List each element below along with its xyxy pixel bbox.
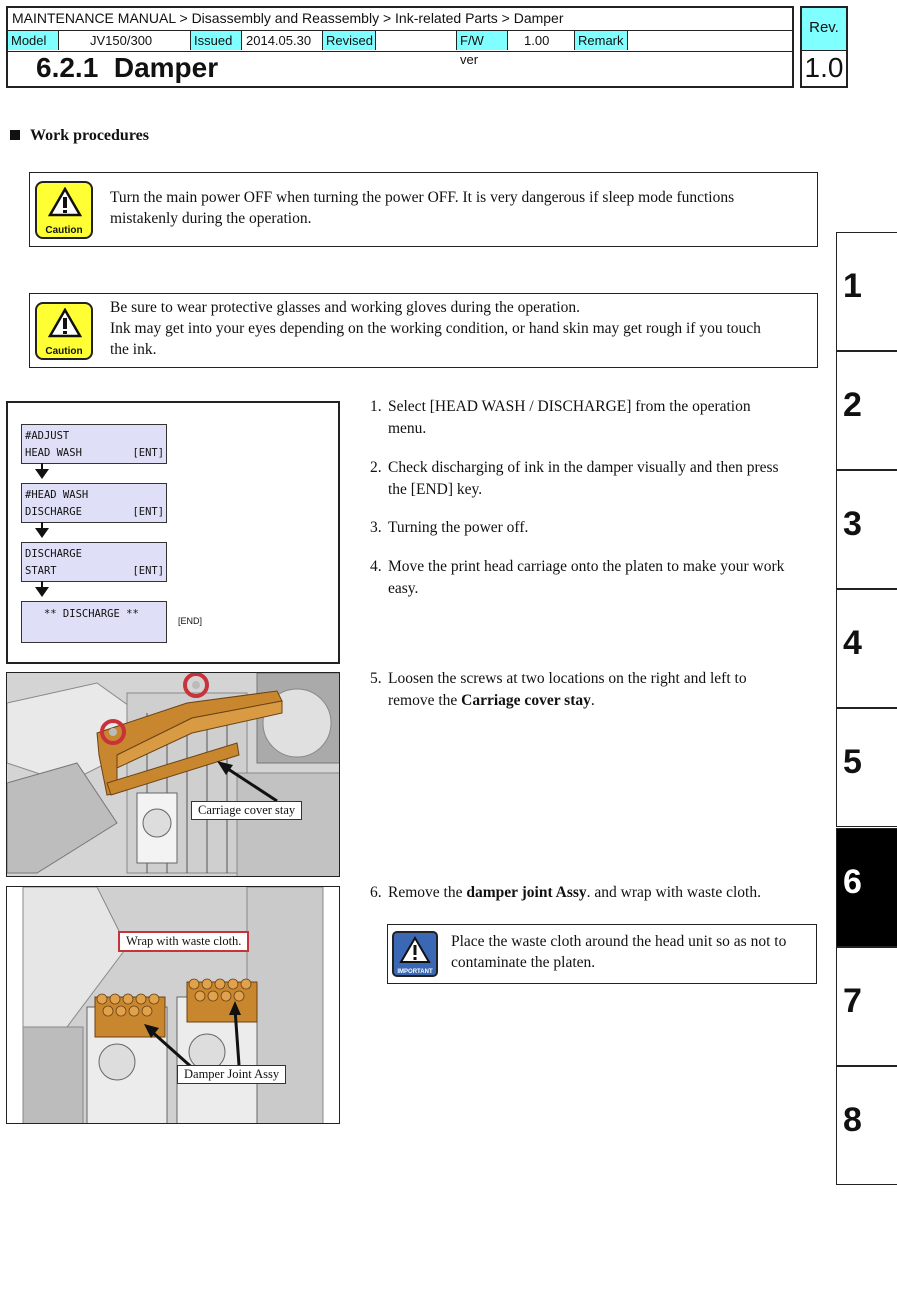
meta-row — [8, 30, 792, 67]
caution-line: the ink. — [110, 341, 157, 358]
caution-text-2 — [110, 297, 815, 360]
model-value: JV150/300 — [90, 33, 153, 48]
chapter-tab-label: 2 — [843, 386, 862, 424]
important-note-box — [387, 924, 817, 984]
fw-value: 1.00 — [524, 33, 550, 48]
lcd-screen-1 — [21, 424, 167, 464]
caution-icon-label: Caution — [45, 225, 83, 236]
lcd-line: START [ENT] — [25, 565, 165, 577]
step-number: 6. — [370, 884, 382, 901]
lcd-flow-diagram — [6, 401, 340, 664]
chapter-tab-label: 4 — [843, 624, 862, 662]
fw-label: F/W ver — [456, 31, 508, 50]
step-1 — [370, 396, 820, 440]
step-4 — [370, 556, 820, 600]
lcd-line: DISCHARGE — [25, 548, 82, 560]
step-3 — [370, 517, 820, 539]
down-arrow-icon — [41, 581, 43, 595]
step-number: 2. — [370, 459, 382, 476]
chapter-tab-label: 7 — [843, 982, 862, 1020]
section-number: 6.2.1 — [36, 52, 99, 83]
section-title: Damper — [113, 52, 219, 83]
step-6 — [370, 882, 820, 904]
step-text: . and wrap with waste cloth. — [586, 884, 761, 901]
down-arrow-icon — [41, 463, 43, 477]
caution-line: Be sure to wear protective glasses and working gloves during the operation. — [110, 299, 581, 316]
caution-line: Ink may get into your eyes depending on the working condition, or hand skin may get rough if you touch — [110, 320, 761, 337]
document-header — [6, 6, 794, 88]
step-bold-text: Carriage cover stay — [461, 692, 591, 709]
step-line: easy. — [388, 580, 419, 597]
lcd-line: #HEAD WASH — [25, 489, 89, 501]
wrap-waste-cloth-label: Wrap with waste cloth. — [118, 931, 249, 952]
important-line: Place the waste cloth around the head unit so as not to — [451, 933, 787, 950]
chapter-tab-6[interactable] — [836, 828, 897, 947]
chapter-tab-7[interactable] — [836, 947, 897, 1066]
step-line: Move the print head carriage onto the platen to make your work — [388, 558, 785, 575]
carriage-cover-stay-label: Carriage cover stay — [191, 801, 302, 820]
step-bold-text: damper joint Assy — [466, 884, 587, 901]
important-icon — [392, 931, 438, 977]
step-line: the [END] key. — [388, 481, 483, 498]
breadcrumb: MAINTENANCE MANUAL > Disassembly and Reassembly > Ink-related Parts > Damper — [12, 10, 564, 26]
step-number: 5. — [370, 670, 382, 687]
step-number: 3. — [370, 519, 382, 536]
caution-box-2 — [29, 293, 818, 368]
chapter-tab-label: 6 — [843, 863, 862, 901]
chapter-tab-1[interactable] — [836, 232, 897, 351]
rev-label: Rev. — [802, 8, 846, 51]
model-label: Model — [8, 31, 59, 50]
step-5 — [370, 668, 820, 712]
step-2 — [370, 457, 820, 501]
chapter-tab-label: 8 — [843, 1101, 862, 1139]
rev-value: 1.0 — [804, 52, 844, 83]
section-heading-text: Work procedures — [30, 127, 149, 144]
issued-label: Issued — [190, 31, 242, 50]
chapter-tab-label: 3 — [843, 505, 862, 543]
damper-illustration — [7, 887, 340, 1124]
step-line: Turning the power off. — [388, 519, 529, 536]
caution-icon-label: Caution — [45, 346, 83, 357]
step-text: . — [590, 692, 595, 709]
chapter-tab-8[interactable] — [836, 1066, 897, 1185]
chapter-tab-3[interactable] — [836, 470, 897, 589]
remark-label: Remark — [574, 31, 628, 50]
damper-photo — [6, 886, 340, 1124]
lcd-screen-4 — [21, 601, 167, 643]
caution-line: mistakenly during the operation. — [110, 210, 312, 227]
damper-joint-assy-label: Damper Joint Assy — [177, 1065, 286, 1084]
caution-text-1 — [110, 187, 810, 229]
revision-box — [800, 6, 848, 88]
step-line: Loosen the screws at two locations on the right and left to — [388, 670, 747, 687]
page-title — [36, 52, 218, 84]
step-number: 4. — [370, 558, 382, 575]
caution-line: Turn the main power OFF when turning the power OFF. It is very dangerous if sleep mode functions — [110, 189, 735, 206]
chapter-tab-4[interactable] — [836, 589, 897, 708]
lcd-line: ** DISCHARGE ** — [25, 608, 139, 620]
step-line: menu. — [388, 420, 427, 437]
issued-value: 2014.05.30 — [246, 33, 312, 48]
caution-icon — [35, 181, 93, 239]
step-number: 1. — [370, 398, 382, 415]
chapter-tab-label: 1 — [843, 267, 862, 305]
bullet-square-icon — [10, 130, 20, 140]
important-text — [451, 931, 813, 973]
step-text: Remove the — [388, 884, 467, 901]
end-key-label: [END] — [178, 616, 203, 626]
carriage-illustration — [7, 673, 340, 877]
section-heading — [10, 127, 149, 145]
caution-box-1 — [29, 172, 818, 247]
step-line: Check discharging of ink in the damper visually and then press — [388, 459, 779, 476]
lcd-screen-2 — [21, 483, 167, 523]
chapter-tab-2[interactable] — [836, 351, 897, 470]
revised-label: Revised — [322, 31, 376, 50]
lcd-line: HEAD WASH [ENT] — [25, 447, 165, 459]
lcd-line: DISCHARGE [ENT] — [25, 506, 165, 518]
down-arrow-icon — [41, 522, 43, 536]
chapter-tab-5[interactable] — [836, 708, 897, 827]
step-line: Select [HEAD WASH / DISCHARGE] from the operation — [388, 398, 751, 415]
step-text: remove the — [388, 692, 462, 709]
important-icon-label: IMPORTANT — [397, 969, 433, 975]
important-line: contaminate the platen. — [451, 954, 596, 971]
carriage-photo — [6, 672, 340, 877]
lcd-screen-3 — [21, 542, 167, 582]
caution-icon — [35, 302, 93, 360]
lcd-line: #ADJUST — [25, 430, 70, 442]
chapter-tab-label: 5 — [843, 743, 862, 781]
